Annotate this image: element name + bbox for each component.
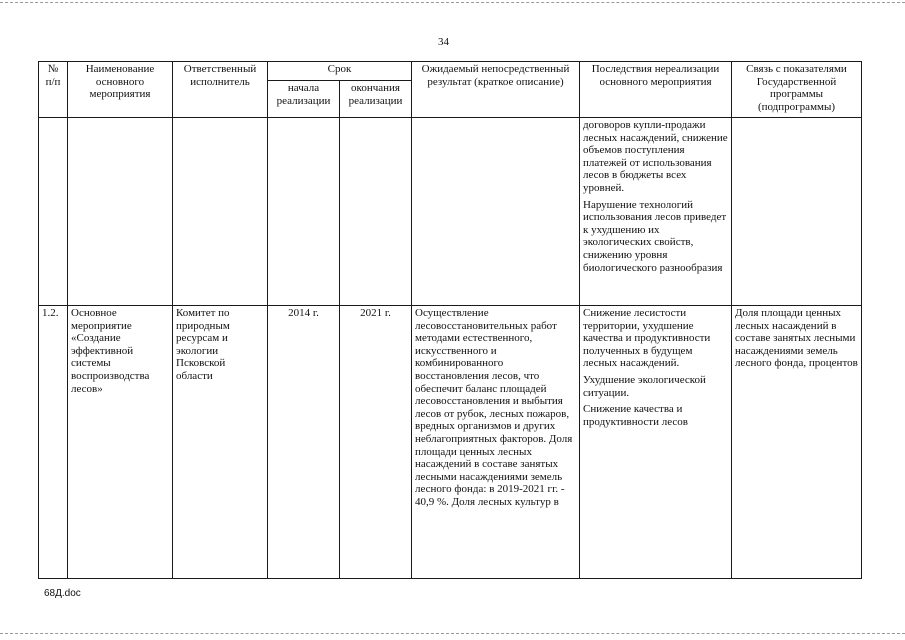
continued-consequence-paragraph: договоров купли-продажи лесных насаждений, снижение объемов поступления платежей от использования лесов в бюджеты всех уровней. xyxy=(583,119,728,194)
responsible-executor: Комитет по природным ресурсам и экологии Псковской области xyxy=(173,306,268,579)
table-row-continued xyxy=(39,118,862,306)
expected-result: Осуществление лесовосстановительных работ методами естественного, искусственного и комбинированного восстановления лесов, что обеспечит баланс площадей лесовосстановления и выбытия лесов от рубок, лесных пожаров, вредных организмов и других неблагоприятных факторов. Доля площади ценных лесных насаждений в составе занятых лесными насаждениями земель лесного фонда: в 2019-2021 гг. - 40,9 %. Доля лесных культур в xyxy=(412,306,580,579)
continued-end-cell xyxy=(340,118,412,306)
continued-result-cell xyxy=(412,118,580,306)
continued-executor-cell xyxy=(173,118,268,306)
scan-edge-top xyxy=(0,2,905,3)
continued-name-cell xyxy=(68,118,173,306)
end-year: 2021 г. xyxy=(340,306,412,579)
continued-link-cell xyxy=(732,118,862,306)
program-indicator-link: Доля площади ценных лесных насаждений в составе занятых лесными насаждениями земель лесного фонда, процентов xyxy=(732,306,862,579)
footer-filename: 68Д.doc xyxy=(44,588,81,599)
nonrealization-consequences xyxy=(580,306,732,579)
header-consequences: Последствия нереализации основного мероприятия xyxy=(580,62,732,118)
table-row-1-2 xyxy=(39,306,862,579)
header-term-end: окончания реализации xyxy=(340,81,412,118)
header-name: Наименование основного мероприятия xyxy=(68,62,173,118)
activity-name: Основное мероприятие «Создание эффективной системы воспроизводства лесов» xyxy=(68,306,173,579)
continued-start-cell xyxy=(268,118,340,306)
continued-consequences-cell xyxy=(580,118,732,306)
header-term: Срок xyxy=(268,62,412,81)
scan-edge-bottom xyxy=(0,633,905,634)
header-result: Ожидаемый непосредственный результат (краткое описание) xyxy=(412,62,580,118)
header-num: № п/п xyxy=(39,62,68,118)
row-number: 1.2. xyxy=(39,306,68,579)
header-row-1 xyxy=(39,62,862,81)
consequence-paragraph: Ухудшение экологической ситуации. xyxy=(583,373,706,399)
header-executor: Ответственный исполнитель xyxy=(173,62,268,118)
activities-table xyxy=(38,61,862,579)
consequence-paragraph: Снижение качества и продуктивности лесов xyxy=(583,403,688,428)
page-number: 34 xyxy=(438,36,449,48)
continued-consequence-paragraph: Нарушение технологий использования лесов приведет к ухудшению их экологических свойств, снижению уровня биологического разнообразия xyxy=(583,198,727,274)
start-year: 2014 г. xyxy=(268,306,340,579)
header-term-start: начала реализации xyxy=(268,81,340,118)
continued-num-cell xyxy=(39,118,68,306)
consequence-paragraph: Снижение лесистости территории, ухудшение качества и продуктивности полученных в будущем лесных насаждений. xyxy=(583,307,711,370)
header-link: Связь с показателями Государственной программы (подпрограммы) xyxy=(732,62,862,118)
